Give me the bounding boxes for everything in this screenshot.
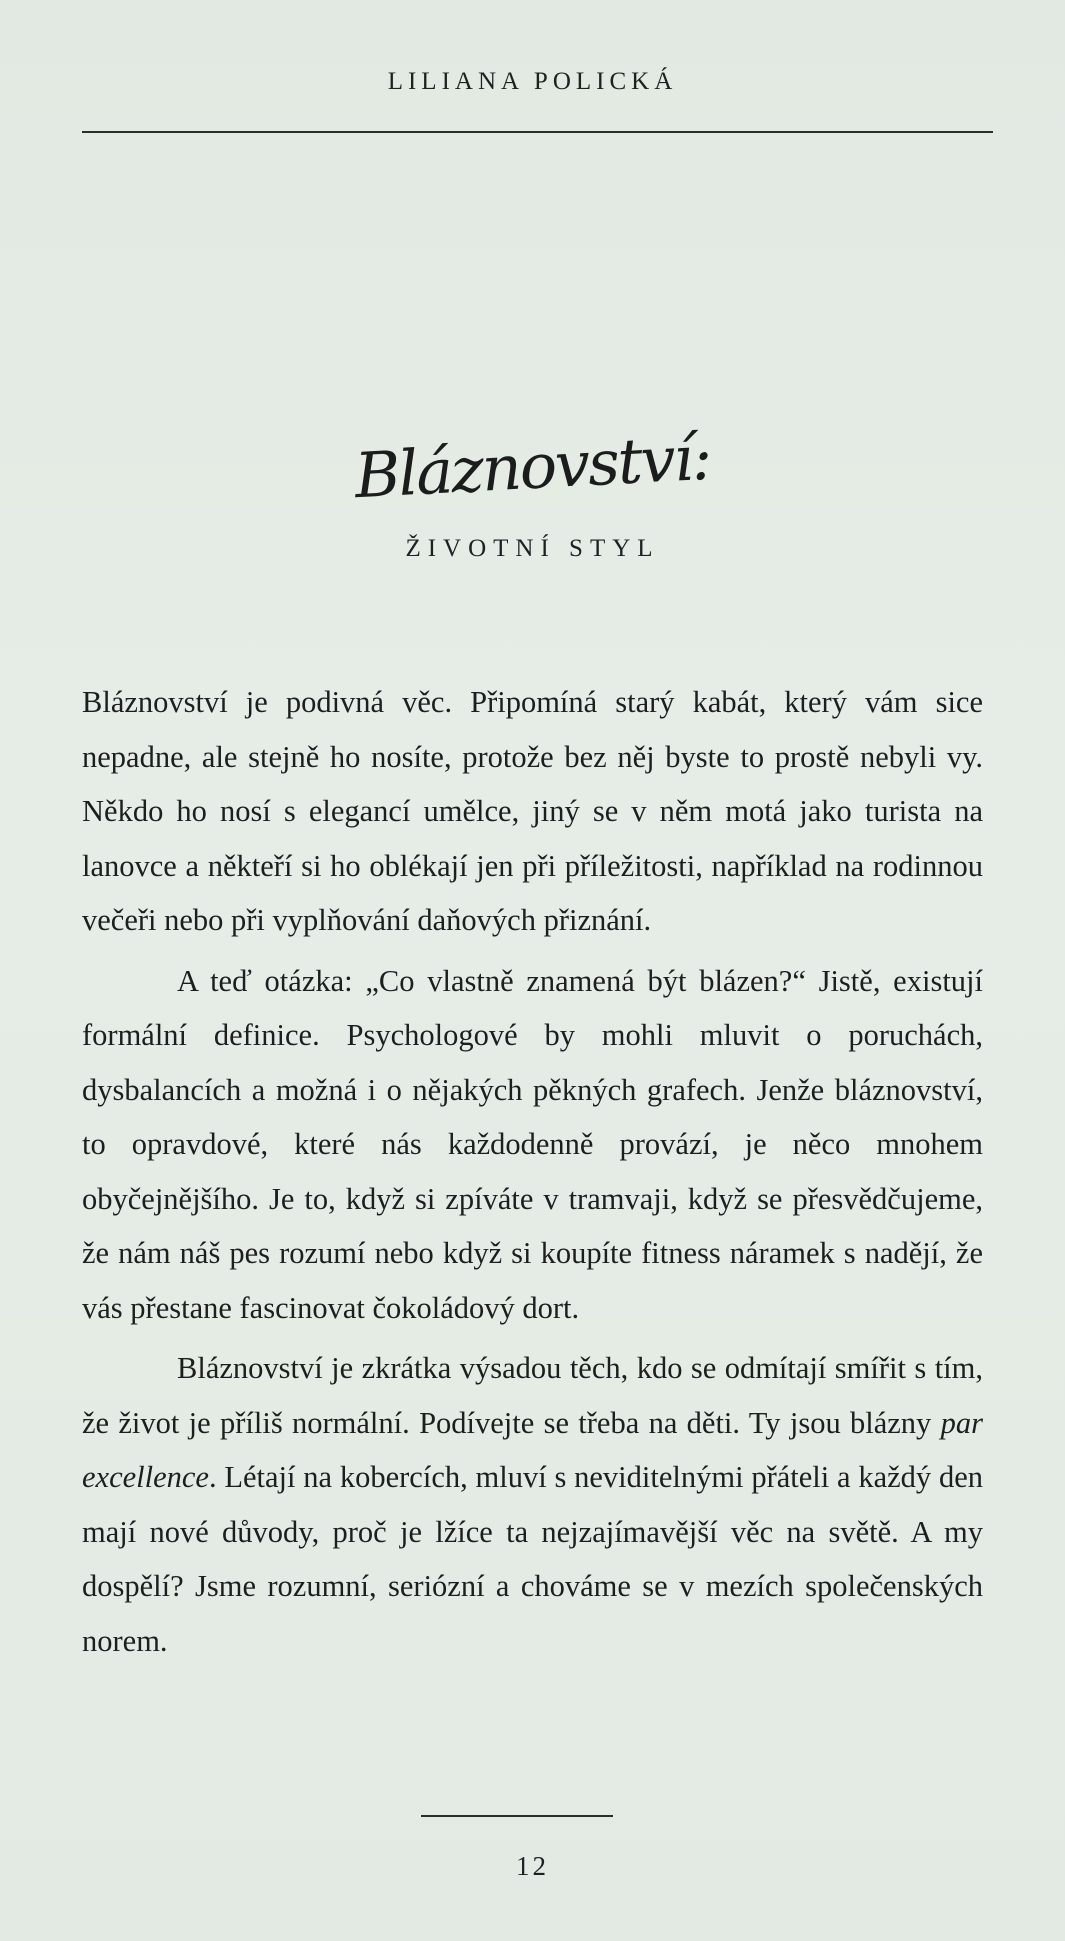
running-head-author: LILIANA POLICKÁ xyxy=(387,68,678,95)
chapter-title: Bláznovství: xyxy=(352,420,713,513)
paragraph-3 xyxy=(82,1341,983,1668)
chapter-subtitle: ŽIVOTNÍ STYL xyxy=(405,535,660,562)
paragraph-3-end: . Létají na kobercích, mluví s neviditelnými přáteli a každý den mají nové důvody, proč je lžíce ta nejzajímavější věc na světě. A my dospělí? Jsme rozumní, seriózní a chováme se v mezích společenských norem. xyxy=(82,1460,983,1658)
body-text xyxy=(82,675,983,1668)
paragraph-3-start: Bláznovství je zkrátka výsadou těch, kdo se odmítají smířit s tím, že život je příliš normální. Podívejte se třeba na děti. Ty jsou blázny xyxy=(82,1351,983,1440)
paragraph-2: A teď otázka: „Co vlastně znamená být blázen?“ Jistě, existují formální definice. Psychologové by mohli mluvit o poruchách, dysbalancích a možná i o nějakých pěkných grafech. Jenže bláznovství, to opravdové, které nás každodenně provází, je něco mnohem obyčejnějšího. Je to, když si zpíváte v tramvaji, když se přesvědčujeme, že nám náš pes rozumí nebo když si koupíte fitness náramek s nadějí, že vás přestane fascinovat čokoládový dort. xyxy=(82,963,983,1325)
header-rule xyxy=(82,131,993,133)
page-number: 12 xyxy=(516,1851,549,1881)
paragraph-3-italic: par excellence xyxy=(82,1405,983,1494)
paragraph-1: Bláznovství je podivná věc. Připomíná starý kabát, který vám sice nepadne, ale stejně ho nosíte, protože bez něj byste to prostě nebyli vy. Někdo ho nosí s elegancí umělce, jiný se v něm motá jako turista na lanovce a někteří si ho oblékají jen při příležitosti, například na rodinnou večeři nebo při vyplňování daňových přiznání. xyxy=(82,685,983,937)
footer-rule xyxy=(421,1815,613,1817)
